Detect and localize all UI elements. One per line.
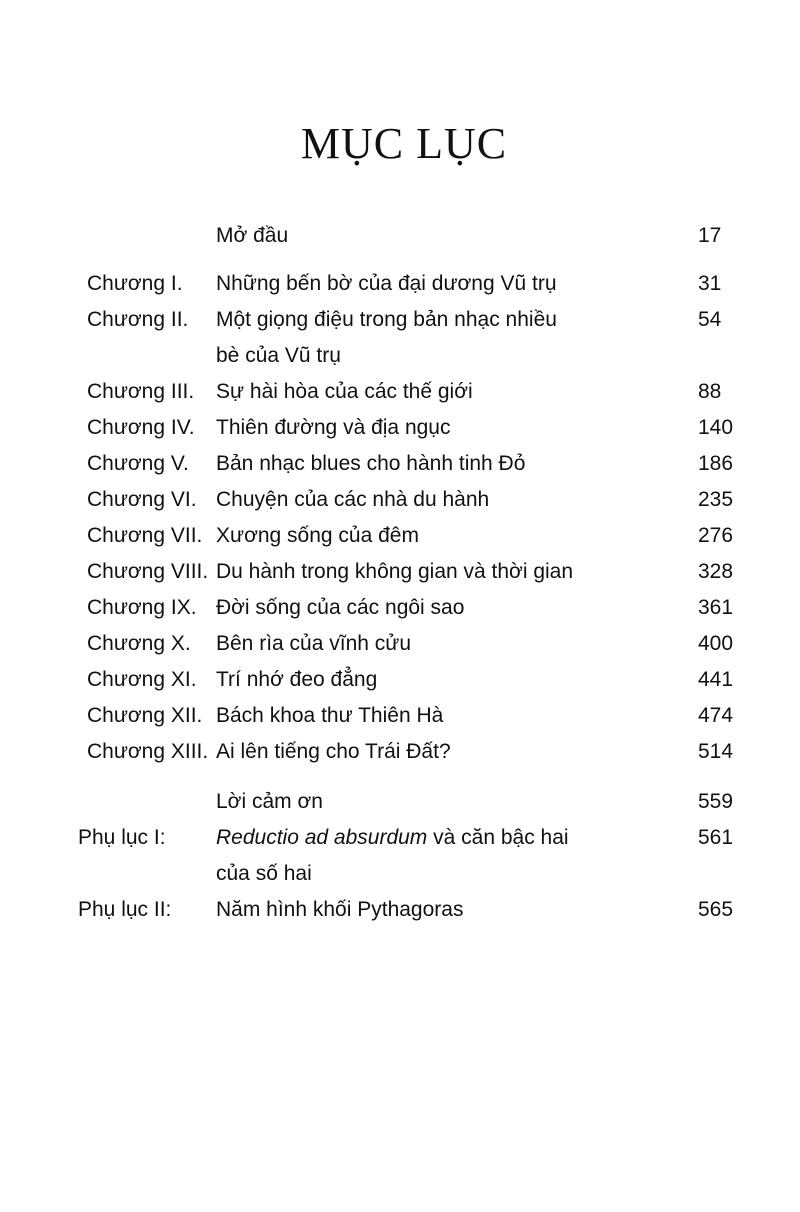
toc-entry <box>0 482 800 518</box>
entry-page: 561 <box>698 826 734 849</box>
entry-title: Một giọng điệu trong bản nhạc nhiều <box>216 308 557 331</box>
toc-entry-acknowledgements <box>0 784 800 820</box>
entry-title-italic: Reductio ad absurdum <box>216 826 428 849</box>
toc-entry <box>0 554 800 590</box>
entry-page: 361 <box>698 596 734 619</box>
toc-entry <box>0 626 800 662</box>
entry-label: Chương XII. <box>87 704 203 727</box>
entry-title: Xương sống của đêm <box>216 524 419 547</box>
entry-label: Chương V. <box>87 452 189 475</box>
entry-label: Phụ lục I: <box>78 826 166 849</box>
entry-page: 186 <box>698 452 734 475</box>
entry-title-cont: của số hai <box>216 862 312 885</box>
entry-title: Bách khoa thư Thiên Hà <box>216 704 444 727</box>
entry-page: 514 <box>698 740 734 763</box>
toc-entry <box>0 374 800 410</box>
entry-page: 276 <box>698 524 734 547</box>
entry-page: 31 <box>698 272 722 295</box>
entry-title: Bản nhạc blues cho hành tinh Đỏ <box>216 452 526 475</box>
toc-entry <box>0 410 800 446</box>
entry-label: Chương VI. <box>87 488 197 511</box>
toc-entry <box>0 698 800 734</box>
entry-page: 88 <box>698 380 722 403</box>
entry-page: 328 <box>698 560 734 583</box>
page-title: MỤC LỤC <box>300 119 508 168</box>
entry-label: Chương II. <box>87 308 189 331</box>
entry-page: 559 <box>698 790 734 813</box>
entry-label: Chương III. <box>87 380 195 403</box>
entry-label: Chương X. <box>87 632 191 655</box>
entry-page: 140 <box>698 416 734 439</box>
entry-label: Chương XI. <box>87 668 197 691</box>
entry-title: Mở đầu <box>216 224 289 247</box>
entry-label: Chương VII. <box>87 524 203 547</box>
toc-entry-appendix <box>0 892 800 928</box>
entry-label: Phụ lục II: <box>78 898 172 921</box>
entry-page: 474 <box>698 704 734 727</box>
entry-title: Du hành trong không gian và thời gian <box>216 560 574 583</box>
toc-entry <box>0 590 800 626</box>
toc-entry <box>0 302 800 338</box>
entry-title: Chuyện của các nhà du hành <box>216 488 490 511</box>
entry-page: 235 <box>698 488 734 511</box>
toc-entry-continuation <box>0 338 800 374</box>
entry-page: 17 <box>698 224 722 247</box>
entry-title-rest: và căn bậc hai <box>427 826 569 849</box>
toc-entry-appendix <box>0 820 800 856</box>
toc-entry <box>0 662 800 698</box>
entry-title: Sự hài hòa của các thế giới <box>216 380 473 403</box>
entry-title: Ai lên tiếng cho Trái Đất? <box>216 740 451 763</box>
entry-label: Chương IX. <box>87 596 197 619</box>
entry-title: Trí nhớ đeo đẳng <box>216 668 378 691</box>
entry-page: 54 <box>698 308 722 331</box>
entry-title: Năm hình khối Pythagoras <box>216 898 464 921</box>
toc-entry <box>0 518 800 554</box>
entry-title: Đời sống của các ngôi sao <box>216 596 465 619</box>
entry-label: Chương I. <box>87 272 183 295</box>
toc-entry <box>0 446 800 482</box>
entry-title: Thiên đường và địa ngục <box>216 416 451 439</box>
entry-title <box>216 820 569 856</box>
entry-title: Bên rìa của vĩnh cửu <box>216 632 411 655</box>
toc-entry-intro <box>0 218 800 254</box>
toc-entry-continuation <box>0 856 800 892</box>
entry-label: Chương VIII. <box>87 560 209 583</box>
entry-title-cont: bè của Vũ trụ <box>216 344 341 367</box>
toc-entry <box>0 266 800 302</box>
entry-page: 565 <box>698 898 734 921</box>
entry-label: Chương XIII. <box>87 740 209 763</box>
entry-title: Lời cảm ơn <box>216 790 323 813</box>
entry-label: Chương IV. <box>87 416 195 439</box>
entry-title: Những bến bờ của đại dương Vũ trụ <box>216 272 557 295</box>
entry-page: 400 <box>698 632 734 655</box>
toc-entry <box>0 734 800 770</box>
table-of-contents <box>0 218 800 928</box>
entry-page: 441 <box>698 668 734 691</box>
